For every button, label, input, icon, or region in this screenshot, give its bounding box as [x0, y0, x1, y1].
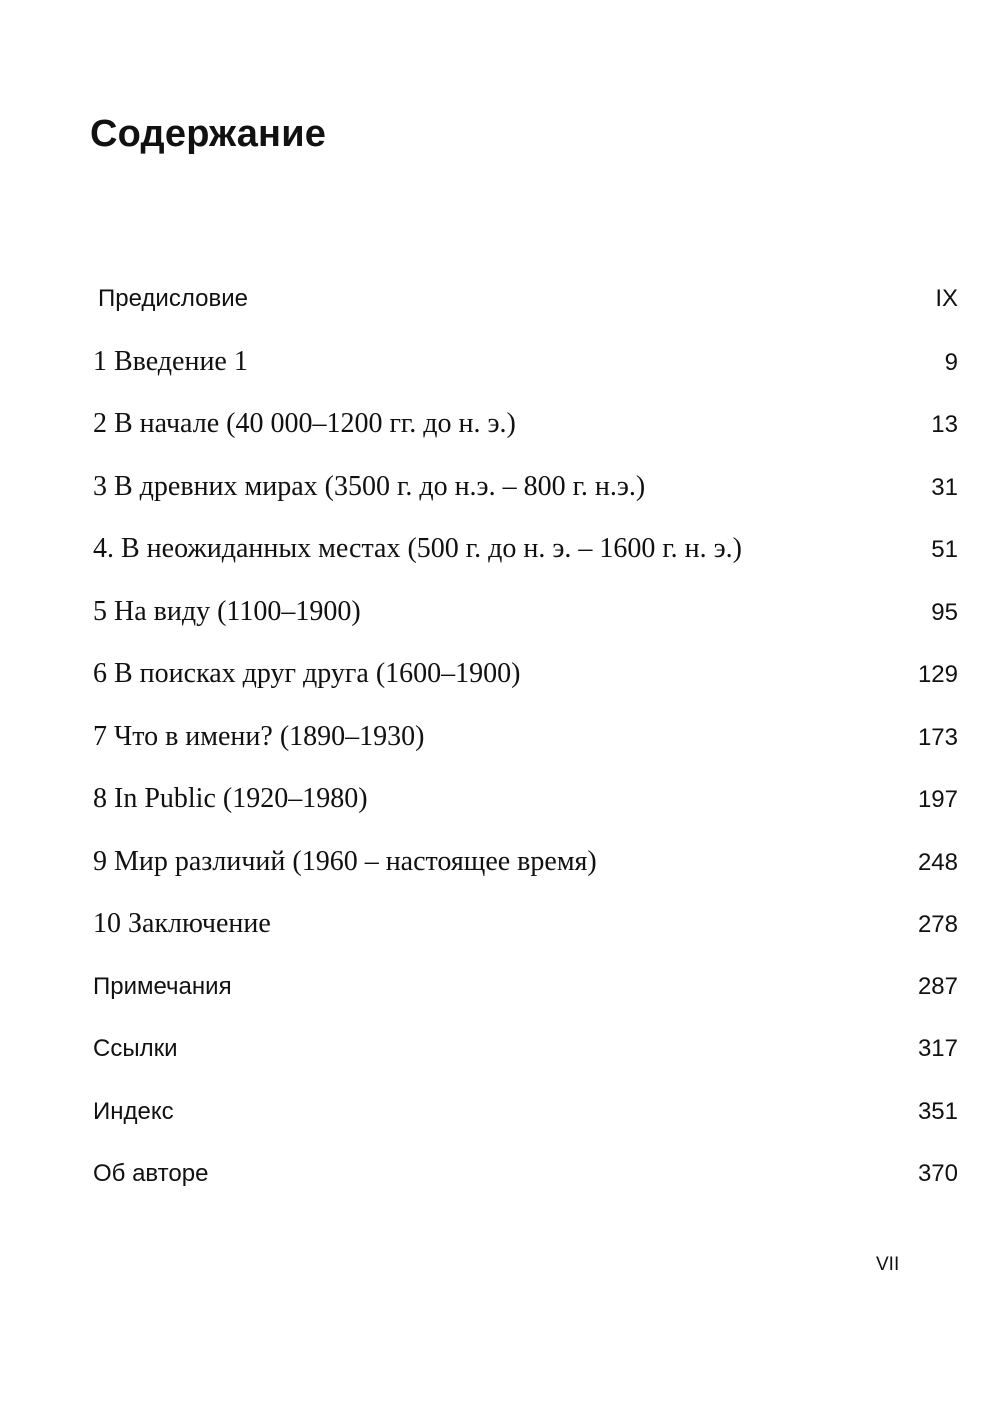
toc-entry-page: 317 [917, 1035, 958, 1062]
toc-entry-page: 13 [931, 411, 958, 438]
toc-entry-references [93, 1026, 958, 1089]
toc-entry-chapter-10 [93, 901, 958, 964]
toc-entry-index [93, 1089, 958, 1152]
page-number: VII [876, 1254, 900, 1275]
toc-entry-label: 7 Что в имени? (1890–1930) [93, 720, 425, 752]
toc-entry-label: 1 Введение 1 [93, 345, 248, 377]
toc-entry-label: Ссылки [93, 1035, 178, 1062]
toc-entry-label: 3 В древних мирах (3500 г. до н.э. – 800 г. н.э.) [93, 470, 646, 502]
toc-entry-chapter-8 [93, 776, 958, 839]
toc-entry-page: 248 [917, 848, 958, 876]
toc-entry-label: 8 In Public (1920–1980) [93, 783, 368, 814]
toc-entry-page: 129 [917, 661, 958, 688]
toc-entry-chapter-7 [93, 714, 958, 777]
toc-entry-chapter-3 [93, 464, 958, 527]
toc-entry-page: 351 [917, 1097, 958, 1125]
toc-entry-label: Предисловие [98, 285, 248, 312]
toc-entry-page: 51 [931, 536, 958, 563]
toc-entry-page: 370 [917, 1160, 958, 1187]
toc-entry-notes [93, 964, 958, 1027]
toc-entry-chapter-1 [93, 339, 958, 402]
toc-entry-label: 2 В начале (40 000–1200 гг. до н. э.) [93, 408, 516, 439]
toc-entry-label: 10 Заключение [93, 908, 271, 939]
toc-entry-page: 173 [917, 723, 958, 751]
toc-entry-page: 9 [944, 348, 958, 376]
toc-entry-page: 278 [917, 911, 958, 938]
toc-entry-page: 197 [917, 786, 958, 813]
toc-entry-label: Индекс [93, 1097, 174, 1125]
page-title: Содержание [90, 113, 327, 155]
toc-entry-page: 31 [931, 473, 958, 501]
toc-entry-label: 6 В поисках друг друга (1600–1900) [93, 658, 521, 689]
toc-entry-chapter-5 [93, 589, 958, 652]
toc-entry-label: 9 Мир различий (1960 – настоящее время) [93, 845, 597, 877]
table-of-contents [93, 276, 958, 1214]
toc-entry-about-author [93, 1151, 958, 1214]
toc-entry-chapter-6 [93, 651, 958, 714]
toc-entry-chapter-9 [93, 839, 958, 902]
toc-entry-page: 287 [917, 972, 958, 1000]
toc-entry-page: 95 [931, 598, 958, 626]
toc-entry-chapter-2 [93, 401, 958, 464]
toc-entry-label: Об авторе [93, 1160, 209, 1187]
toc-entry-label: 4. В неожиданных местах (500 г. до н. э. – 1600 г. н. э.) [93, 533, 743, 564]
toc-entry-page: IX [935, 285, 958, 312]
toc-entry-preface [93, 276, 958, 339]
toc-entry-label: Примечания [93, 972, 232, 1000]
toc-entry-chapter-4 [93, 526, 958, 589]
toc-entry-label: 5 На виду (1100–1900) [93, 595, 361, 627]
